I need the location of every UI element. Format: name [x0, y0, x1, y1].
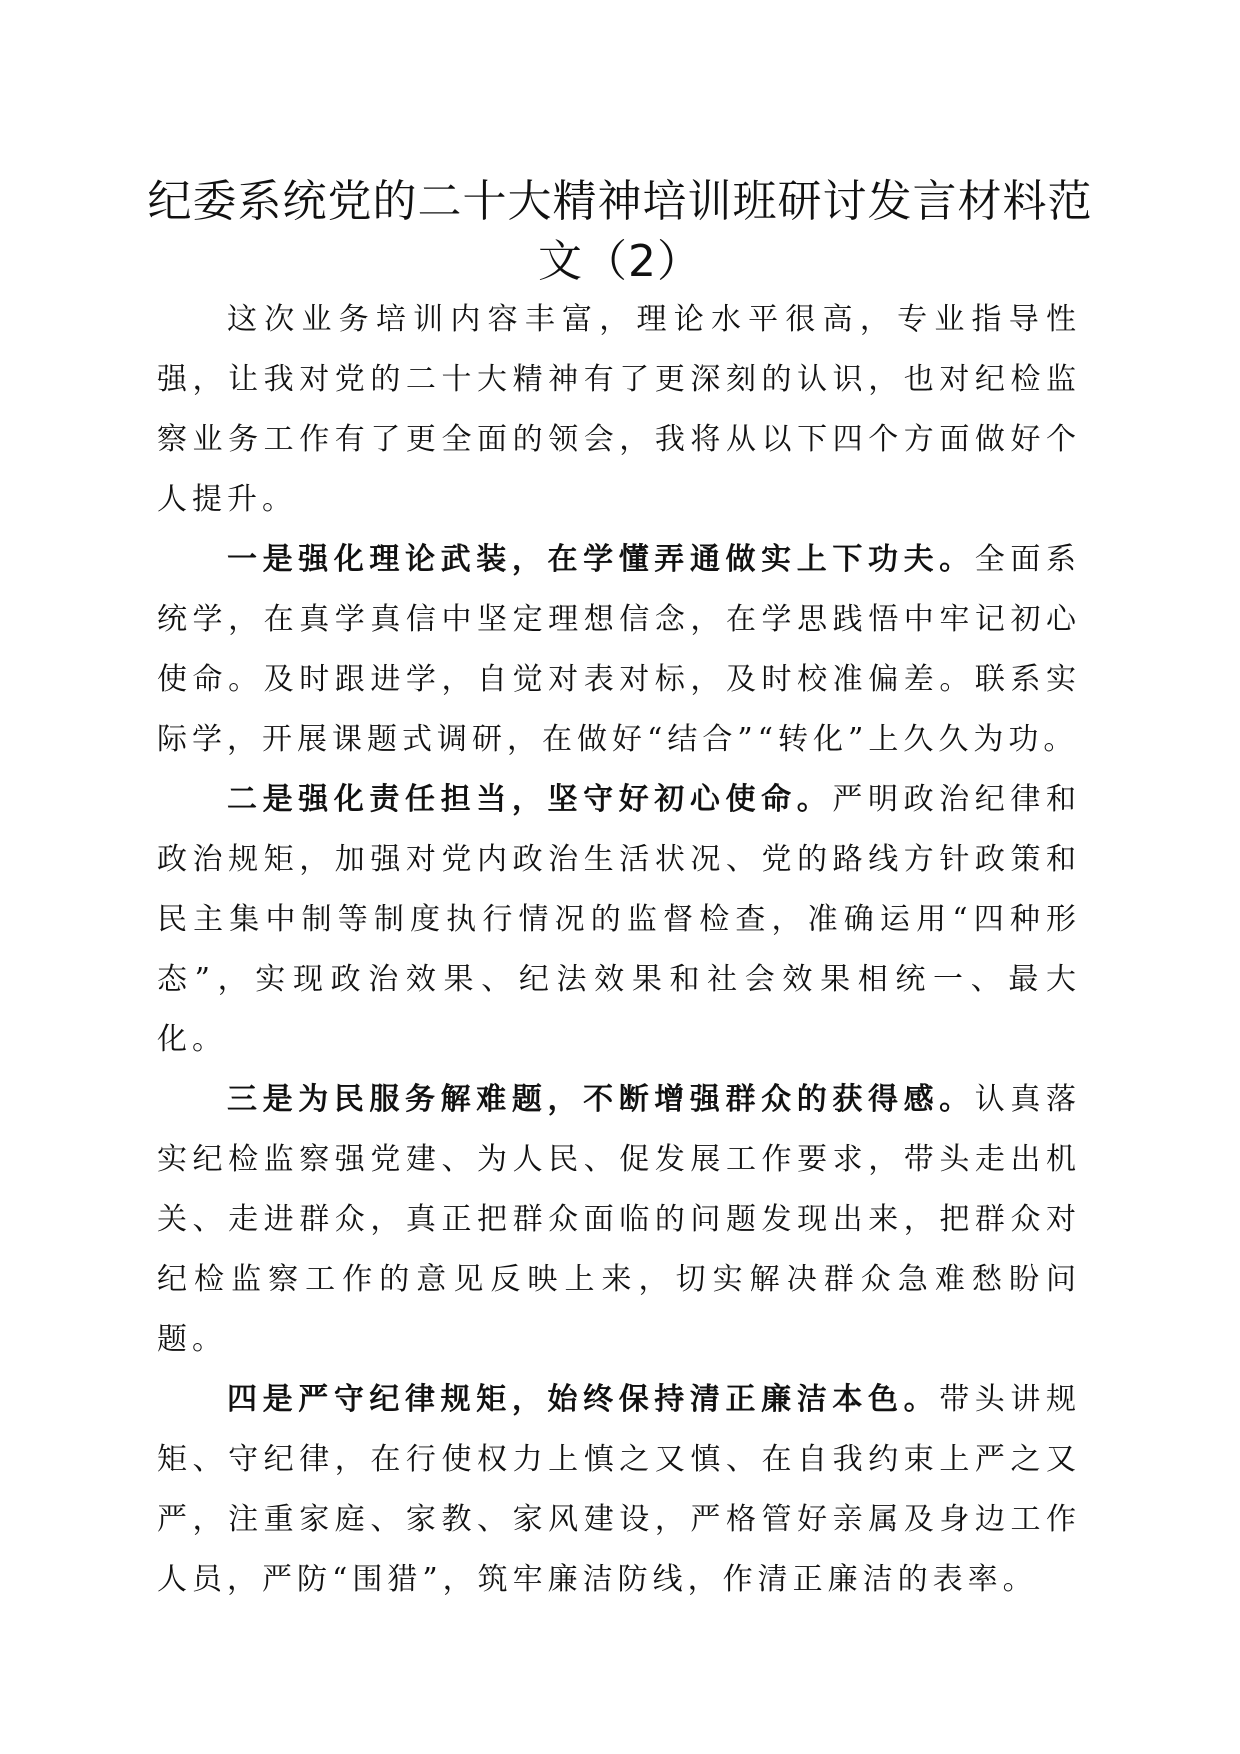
paragraph-point-2: [157, 770, 1081, 1070]
paragraph-point-3: [157, 1070, 1081, 1370]
paragraph-text: 认真落实纪检监察强党建、为人民、促发展工作要求，带头走出机关、走进群众，真正把群众面临的问题发现出来，把群众对纪检监察工作的意见反映上来，切实解决群众急难愁盼问题。: [157, 1082, 1082, 1357]
paragraph-point-1: [157, 530, 1081, 770]
document-body: [157, 290, 1081, 1610]
paragraph-text: 这次业务培训内容丰富，理论水平很高，专业指导性强，让我对党的二十大精神有了更深刻的认识，也对纪检监察业务工作有了更全面的领会，我将从以下四个方面做好个人提升。: [157, 302, 1081, 517]
document-title: 纪委系统党的二十大精神培训班研讨发言材料范文（2）: [147, 176, 1093, 287]
paragraph-intro: [157, 290, 1081, 530]
paragraph-text: 带头讲规矩、守纪律，在行使权力上慎之又慎、在自我约束上严之又严，注重家庭、家教、家风建设，严格管好亲属及身边工作人员，严防“围猎”，筑牢廉洁防线，作清正廉洁的表率。: [157, 1382, 1082, 1597]
paragraph-lead: 一是强化理论武装，在学懂弄通做实上下功夫。: [227, 542, 975, 577]
paragraph-lead: 三是为民服务解难题，不断增强群众的获得感。: [227, 1082, 975, 1117]
paragraph-lead: 四是严守纪律规矩，始终保持清正廉洁本色。: [227, 1382, 940, 1417]
paragraph-point-4: [157, 1370, 1081, 1610]
paragraph-text: 严明政治纪律和政治规矩，加强对党内政治生活状况、党的路线方针政策和民主集中制等制度执行情况的监督检查，准确运用“四种形态”，实现政治效果、纪法效果和社会效果相统一、最大化。: [157, 782, 1082, 1057]
paragraph-lead: 二是强化责任担当，坚守好初心使命。: [227, 782, 833, 817]
paragraph-text: 全面系统学，在真学真信中坚定理想信念，在学思践悟中牢记初心使命。及时跟进学，自觉对表对标，及时校准偏差。联系实际学，开展课题式调研，在做好“结合”“转化”上久久为功。: [157, 542, 1082, 757]
